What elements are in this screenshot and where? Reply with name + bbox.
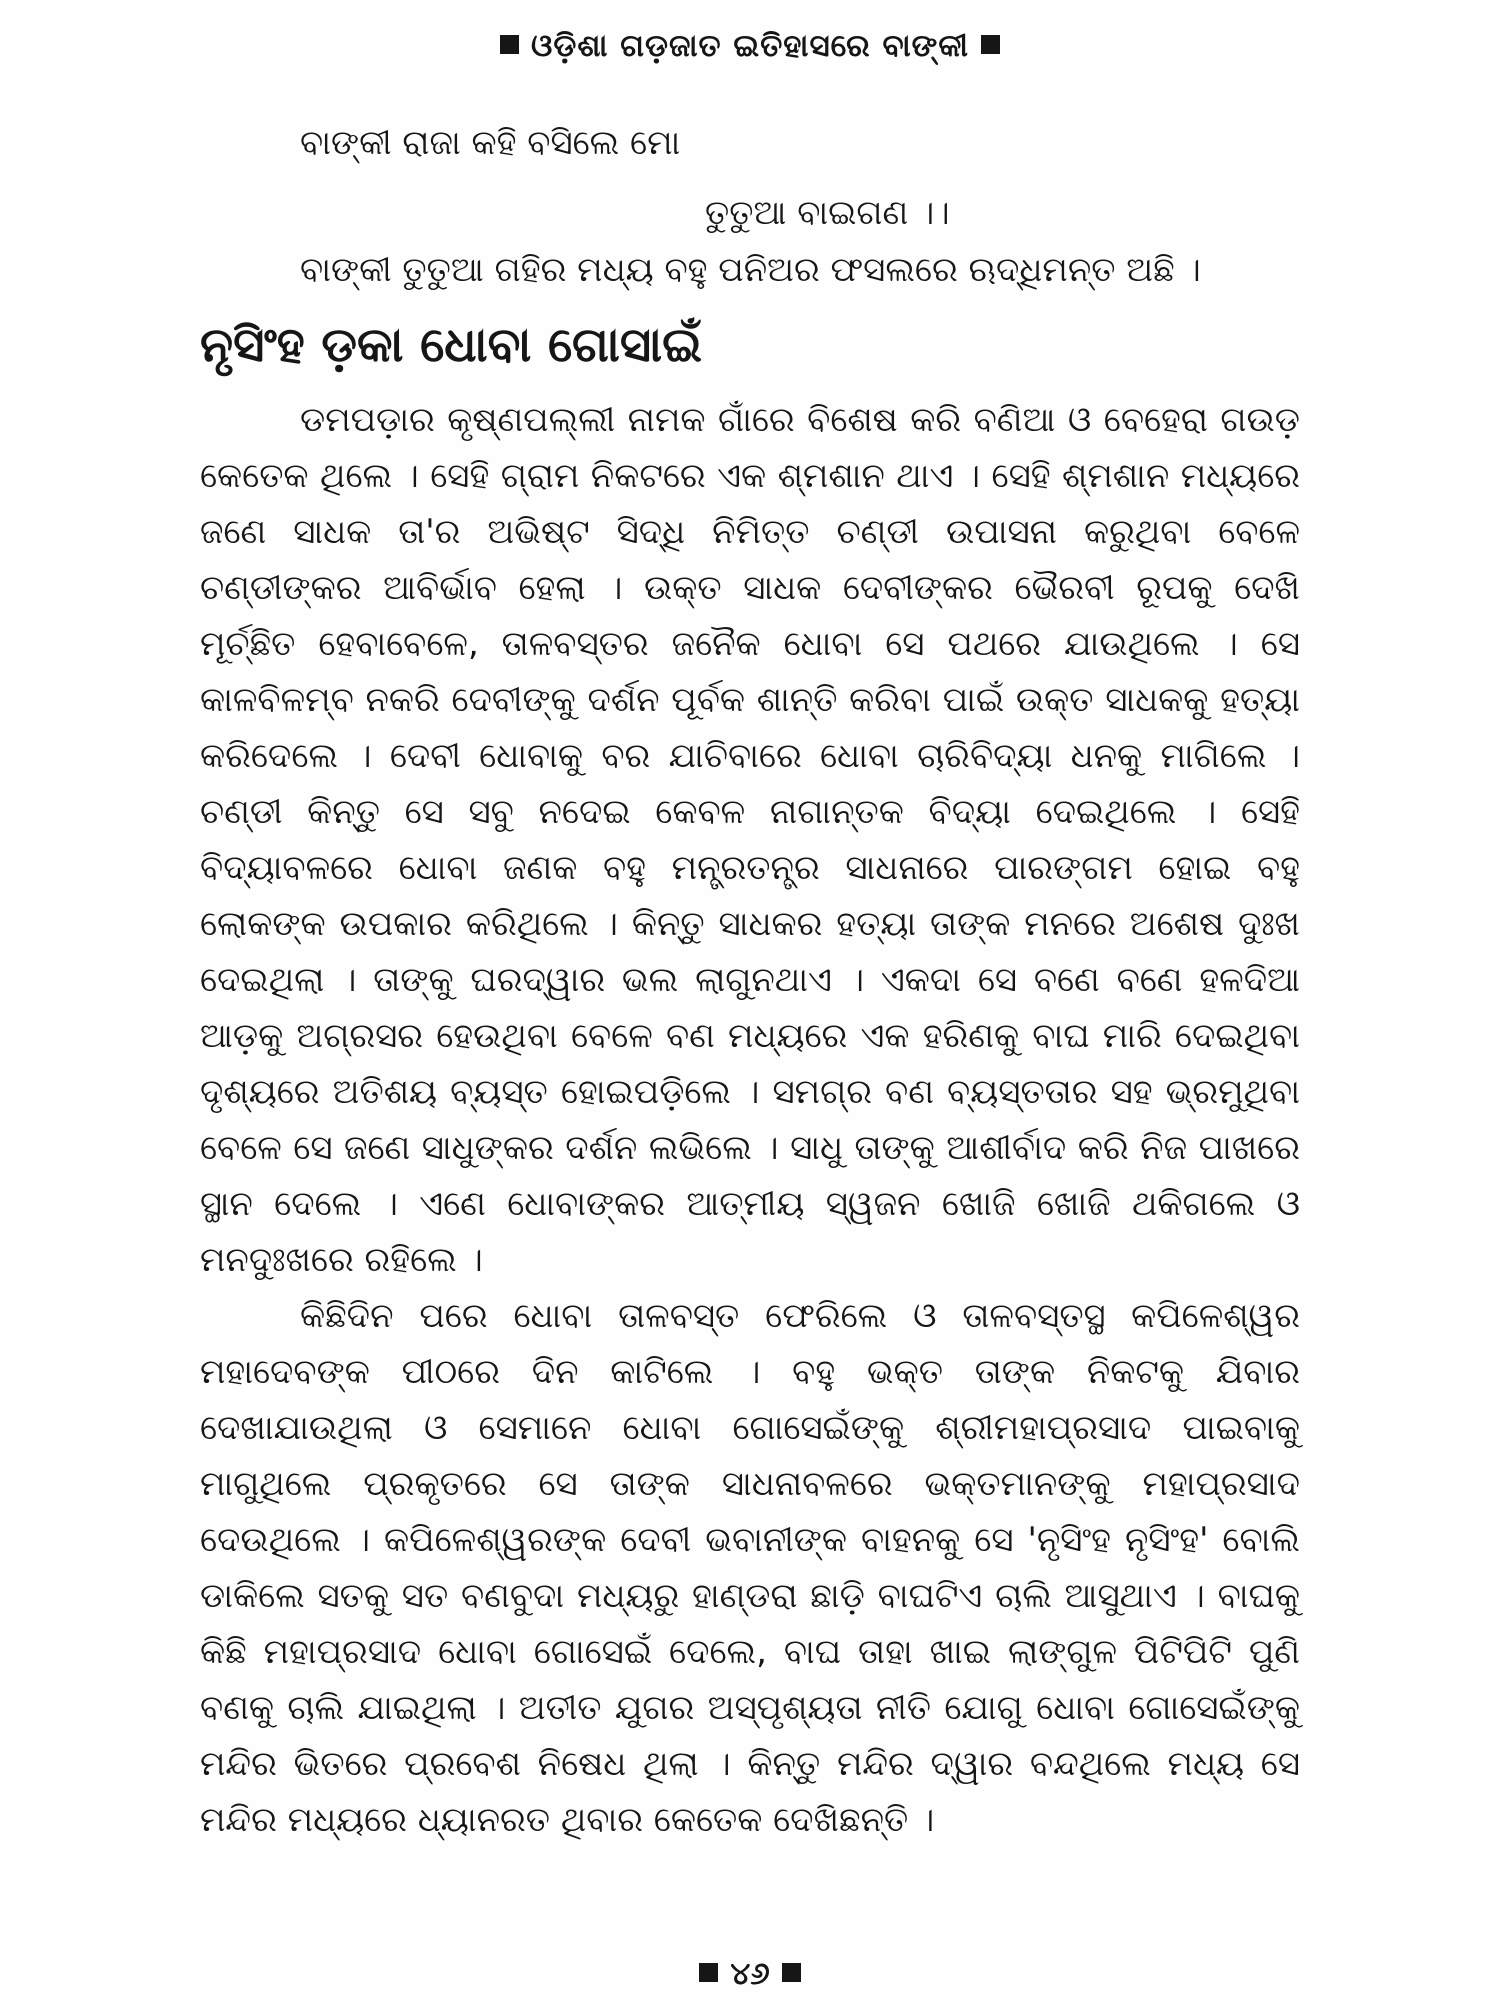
square-bullet-icon	[699, 1963, 718, 1982]
paragraph: ଡମପଡ଼ାର କୃଷ୍ଣପଲ୍ଲୀ ନାମକ ଗାଁରେ ବିଶେଷ କରି ବଣିଆ ଓ ବେହେରା ଗଉଡ଼ କେତେକ ଥିଲେ । ସେହି ଗ୍ରାମ ନିକଟରେ ଏକ ଶ୍ମଶାନ ଥାଏ । ସେହି ଶ୍ମଶାନ ମଧ୍ୟରେ ଜଣେ ସାଧକ ତା'ର ଅଭିଷ୍ଟ ସିଦ୍ଧି ନିମିତ୍ତ ଚଣ୍ଡୀ ଉପାସନା କରୁଥିବା ବେଳେ ଚଣ୍ଡୀଙ୍କର ଆବିର୍ଭାବ ହେଲା । ଉକ୍ତ ସାଧକ ଦେବୀଙ୍କର ଭୈରବୀ ରୂପକୁ ଦେଖି ମୂର୍ଚ୍ଛିତ ହେବାବେଳେ, ତାଳବସ୍ତର ଜନୈକ ଧୋବା ସେ ପଥରେ ଯାଉଥିଲେ । ସେ କାଳବିଳମ୍ବ ନକରି ଦେବୀଙ୍କୁ ଦର୍ଶନ ପୂର୍ବକ ଶାନ୍ତି କରିବା ପାଇଁ ଉକ୍ତ ସାଧକକୁ ହତ୍ୟା କରିଦେଲେ । ଦେବୀ ଧୋବାକୁ ବର ଯାଚିବାରେ ଧୋବା ଚାରିବିଦ୍ୟା ଧନକୁ ମାଗିଲେ । ଚଣ୍ଡୀ କିନ୍ତୁ ସେ ସବୁ ନଦେଇ କେବଳ ନାଗାନ୍ତକ ବିଦ୍ୟା ଦେଇଥିଲେ । ସେହି ବିଦ୍ୟାବଳରେ ଧୋବା ଜଣକ ବହୁ ମନ୍ତ୍ରତନ୍ତ୍ର ସାଧନାରେ ପାରଙ୍ଗମ ହୋଇ ବହୁ ଲୋକଙ୍କ ଉପକାର କରିଥିଲେ । କିନ୍ତୁ ସାଧକର ହତ୍ୟା ତାଙ୍କ ମନରେ ଅଶେଷ ଦୁଃଖ ଦେଇଥିଲା । ତାଙ୍କୁ ଘରଦ୍ୱାର ଭଲ ଲାଗୁନଥାଏ । ଏକଦା ସେ ବଣେ ବଣେ ହଳଦିଆ ଆଡ଼କୁ ଅଗ୍ରସର ହେଉଥିବା ବେଳେ ବଣ ମଧ୍ୟରେ ଏକ ହରିଣକୁ ବାଘ ମାରି ଦେଇଥିବା ଦୃଶ୍ୟରେ ଅତିଶୟ ବ୍ୟସ୍ତ ହୋଇପଡ଼ିଲେ । ସମଗ୍ର ବଣ ବ୍ୟସ୍ତତାର ସହ ଭ୍ରମୁଥିବା ବେଳେ ସେ ଜଣେ ସାଧୁଙ୍କର ଦର୍ଶନ ଲଭିଲେ । ସାଧୁ ତାଙ୍କୁ ଆଶୀର୍ବାଦ କରି ନିଜ ପାଖରେ ସ୍ଥାନ ଦେଲେ । ଏଣେ ଧୋବାଙ୍କର ଆତ୍ମୀୟ ସ୍ୱଜନ ଖୋଜି ଖୋଜି ଥକିଗଲେ ଓ ମନଦୁଃଖରେ ରହିଲେ ।	[200, 400, 1300, 1280]
page-number	[0, 1956, 1500, 1993]
running-title: ଓଡ଼ିଶା ଗଡ଼ଜାତ ଇତିହାସରେ ବାଙ୍କୀ	[530, 28, 970, 64]
square-bullet-icon	[500, 35, 519, 54]
section-heading: ନୃସିଂହ ଡ଼କା ଧୋବା ଗୋସାଇଁ	[200, 317, 703, 373]
paragraph: କିଛିଦିନ ପରେ ଧୋବା ତାଳବସ୍ତ ଫେରିଲେ ଓ ତାଳବସ୍ତସ୍ଥ କପିଳେଶ୍ୱର ମହାଦେବଙ୍କ ପୀଠରେ ଦିନ କାଟିଲେ । ବହୁ ଭକ୍ତ ତାଙ୍କ ନିକଟକୁ ଯିବାର ଦେଖାଯାଉଥିଲା ଓ ସେମାନେ ଧୋବା ଗୋସେଇଁଙ୍କୁ ଶ୍ରୀମହାପ୍ରସାଦ ପାଇବାକୁ ମାଗୁଥିଲେ ପ୍ରକୃତରେ ସେ ତାଙ୍କ ସାଧନାବଳରେ ଭକ୍ତମାନଙ୍କୁ ମହାପ୍ରସାଦ ଦେଉଥିଲେ । କପିଳେଶ୍ୱରଙ୍କ ଦେବୀ ଭବାନୀଙ୍କ ବାହନକୁ ସେ 'ନୃସିଂହ ନୃସିଂହ' ବୋଲି ଡାକିଲେ ସତକୁ ସତ ବଣବୁଦା ମଧ୍ୟରୁ ହାଣ୍ଡରା ଛାଡ଼ି ବାଘଟିଏ ଚାଲି ଆସୁଥାଏ । ବାଘକୁ କିଛି ମହାପ୍ରସାଦ ଧୋବା ଗୋସେଇଁ ଦେଲେ, ବାଘ ତାହା ଖାଇ ଲାଙ୍ଗୁଳ ପିଟିପିଟି ପୁଣି ବଣକୁ ଚାଲି ଯାଇଥିଲା । ଅତୀତ ଯୁଗର ଅସ୍ପୃଶ୍ୟତା ନୀତି ଯୋଗୁ ଧୋବା ଗୋସେଇଁଙ୍କୁ ମନ୍ଦିର ଭିତରେ ପ୍ରବେଶ ନିଷେଧ ଥିଲା । କିନ୍ତୁ ମନ୍ଦିର ଦ୍ୱାର ବନ୍ଦଥିଲେ ମଧ୍ୟ ସେ ମନ୍ଦିର ମଧ୍ୟରେ ଧ୍ୟାନରତ ଥିବାର କେତେକ ଦେଖିଛନ୍ତି ।	[200, 1296, 1300, 1840]
page-number-text: ୪୬	[730, 1956, 770, 1992]
poem-block	[300, 108, 1300, 248]
body-text	[200, 392, 1300, 1848]
poem-line: ବାଙ୍କୀ ରାଜା କହି ବସିଲେ ମୋ	[300, 123, 681, 163]
running-header	[0, 28, 1500, 65]
poem-prose: ବାଙ୍କୀ ତୁତୁଆ ଗହିର ମଧ୍ୟ ବହୁ ପନିଅର ଫସଲରେ ଋଦ୍ଧିମନ୍ତ ଅଛି ।	[300, 250, 1201, 290]
square-bullet-icon	[981, 35, 1000, 54]
poem-line: ତୁତୁଆ ବାଇଗଣ ।।	[705, 193, 950, 233]
square-bullet-icon	[782, 1963, 801, 1982]
